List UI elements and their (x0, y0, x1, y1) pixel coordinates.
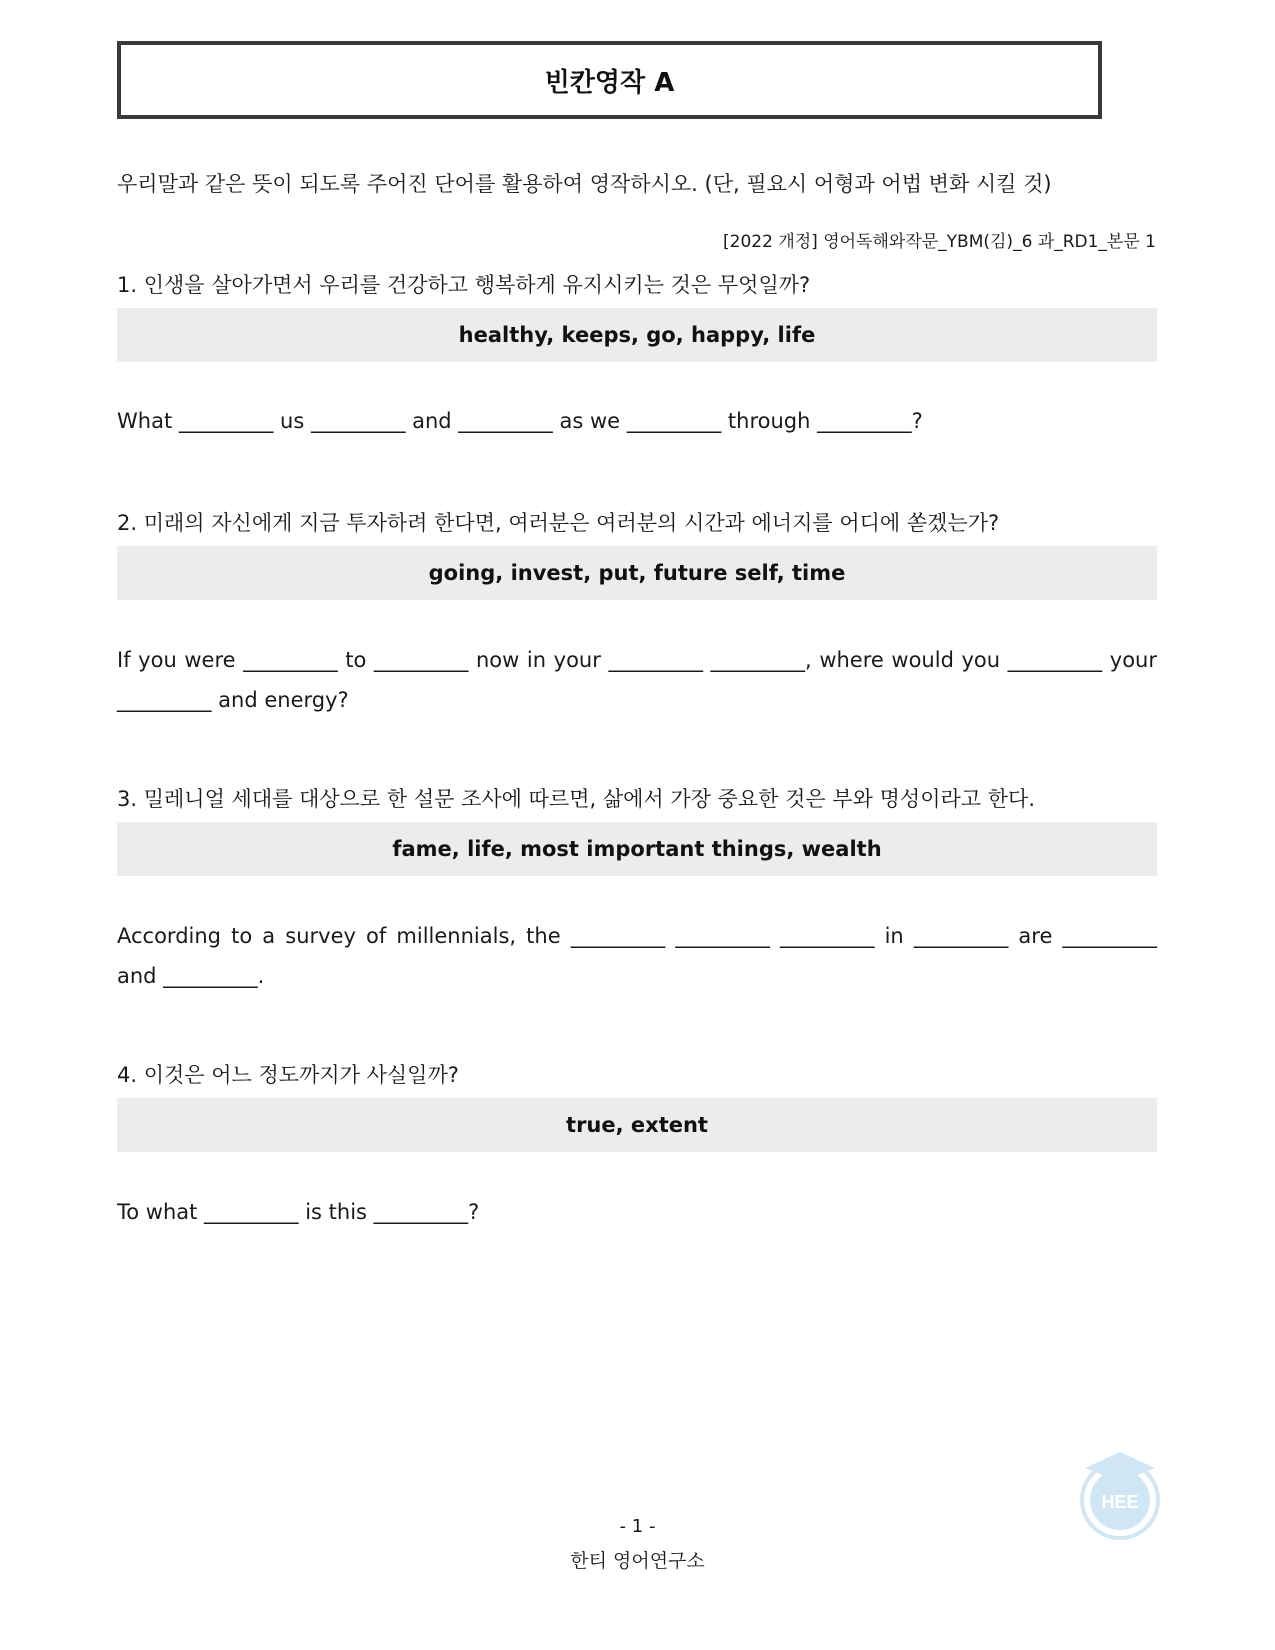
question-3-word-box (117, 822, 1157, 876)
question-3-prompt: 3. 밀레니얼 세대를 대상으로 한 설문 조사에 따르면, 삶에서 가장 중요한 것은 부와 명성이라고 한다. (117, 787, 1035, 811)
question-2-words: going, invest, put, future self, time (428, 561, 846, 585)
title-box (117, 41, 1102, 119)
question-2-word-box (117, 546, 1157, 600)
question-4-sentence: To what _________ is this _________? (117, 1200, 480, 1224)
question-1-prompt: 1. 인생을 살아가면서 우리를 건강하고 행복하게 유지시키는 것은 무엇일까? (117, 273, 811, 297)
question-1-words: healthy, keeps, go, happy, life (458, 323, 816, 347)
source-label: [2022 개정] 영어독해와작문_YBM(김)_6 과_RD1_본문 1 (723, 232, 1156, 252)
logo-text: HEE (1101, 1492, 1139, 1512)
question-1-sentence: What _________ us _________ and _________ as we _________ through _________? (117, 409, 923, 433)
question-3-words: fame, life, most important things, wealth (392, 837, 882, 861)
question-2-sentence: If you were _________ to _________ now in your _________ _________, where would you _________ your _________ and energy? (117, 648, 1157, 712)
question-4-word-box (117, 1098, 1157, 1152)
question-4-words: true, extent (566, 1113, 708, 1137)
instruction-text: 우리말과 같은 뜻이 되도록 주어진 단어를 활용하여 영작하시오. (단, 필요시 어형과 어법 변화 시킬 것) (117, 172, 1052, 196)
question-3-sentence: According to a survey of millennials, the _________ _________ _________ in _________ are _________ and _________. (117, 924, 1157, 988)
page-title: 빈칸영작 A (544, 67, 675, 98)
question-1-word-box (117, 308, 1157, 362)
graduation-cap-icon (1085, 1452, 1155, 1482)
page-number: - 1 - (619, 1516, 656, 1537)
question-4-prompt: 4. 이것은 어느 정도까지가 사실일까? (117, 1063, 459, 1087)
question-2-prompt: 2. 미래의 자신에게 지금 투자하려 한다면, 여러분은 여러분의 시간과 에너지를 어디에 쏟겠는가? (117, 511, 1000, 535)
footer-org: 한티 영어연구소 (570, 1550, 705, 1572)
